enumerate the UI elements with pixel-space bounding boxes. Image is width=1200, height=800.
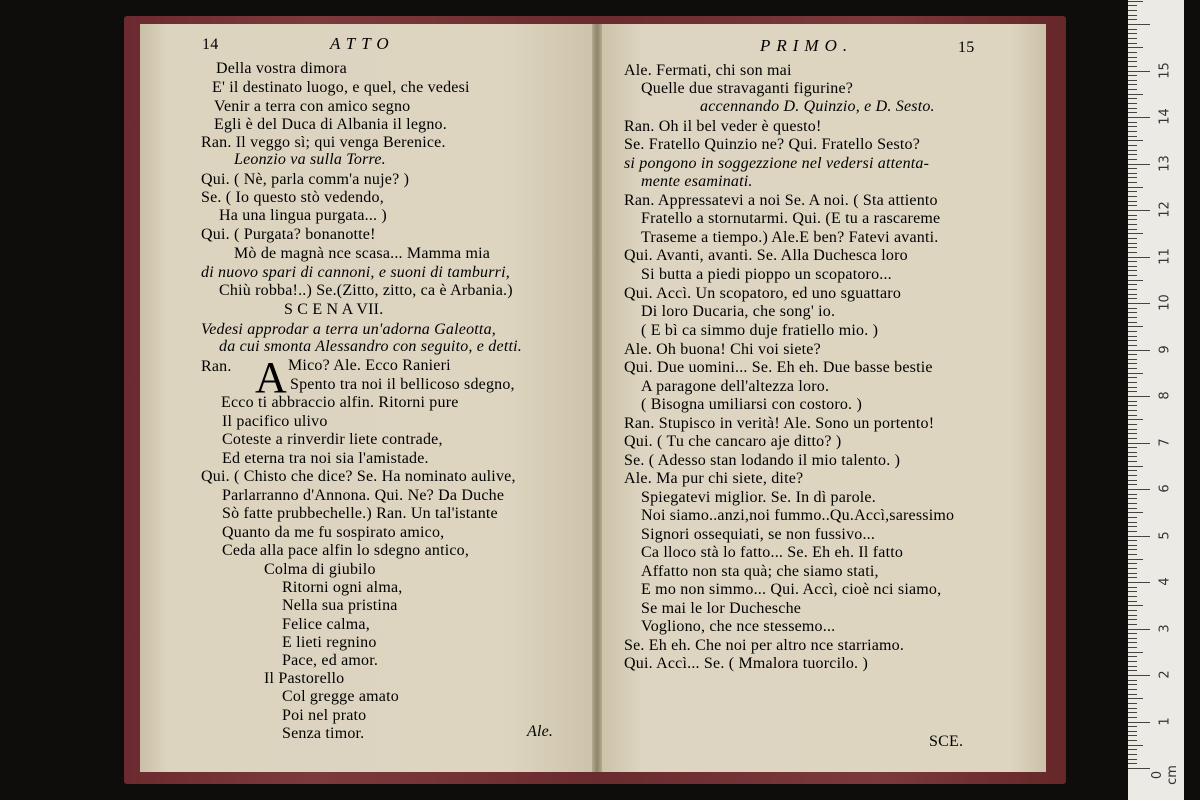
ruler-tick	[1128, 726, 1137, 727]
right-page-text-line: si pongono in soggezzione nel vedersi attenta-	[624, 155, 930, 172]
ruler-label: 13	[1157, 154, 1173, 172]
left-page-text-line: Pace, ed amor.	[282, 652, 379, 669]
right-page-text-line: Se. Fratello Quinzio ne? Qui. Fratello Sesto?	[624, 136, 921, 153]
ruler-tick	[1128, 768, 1150, 769]
ruler-tick	[1128, 652, 1143, 653]
ruler-tick	[1128, 150, 1137, 151]
right-page-text-line: Si butta a piedi pioppo un scopatoro...	[641, 266, 892, 283]
right-page-text-line: Spiegatevi miglior. Se. In dì parole.	[641, 489, 876, 506]
ruler-tick	[1128, 656, 1137, 657]
ruler-tick	[1128, 396, 1150, 397]
left-page-text-line: Felice calma,	[282, 616, 370, 633]
ruler-tick	[1128, 94, 1143, 95]
right-page-text-line: SCE.	[929, 733, 964, 750]
ruler-tick	[1128, 1, 1143, 2]
ruler-tick	[1128, 117, 1150, 118]
ruler-tick	[1128, 270, 1137, 271]
ruler-tick	[1128, 642, 1137, 643]
left-page-text-line: Poi nel prato	[282, 707, 367, 724]
ruler-tick	[1128, 619, 1137, 620]
ruler-tick	[1128, 126, 1137, 127]
ruler-tick	[1128, 201, 1137, 202]
right-page-text-line: Affatto non sta quà; che siamo stati,	[641, 563, 879, 580]
ruler-label: 14	[1157, 108, 1173, 125]
ruler-tick	[1128, 503, 1137, 504]
ruler-tick	[1128, 717, 1137, 718]
ruler-tick	[1128, 247, 1137, 248]
ruler-label: 5	[1157, 530, 1173, 540]
left-page-text-line: Venir a terra con amico segno	[214, 98, 411, 115]
ruler-tick	[1128, 289, 1137, 290]
ruler-tick	[1128, 354, 1137, 355]
ruler-tick	[1128, 438, 1137, 439]
ruler-tick	[1128, 759, 1137, 760]
ruler-tick	[1128, 257, 1150, 258]
ruler-tick	[1128, 526, 1137, 527]
left-page-text-line: di nuovo spari di cannoni, e suoni di tamburri,	[201, 264, 510, 281]
ruler-tick	[1128, 531, 1137, 532]
ruler-tick	[1128, 587, 1137, 588]
right-page-text-line: Qui. Due uomini... Se. Eh eh. Due basse bestie	[624, 359, 933, 376]
ruler-tick	[1128, 512, 1143, 513]
ruler-tick	[1128, 164, 1150, 165]
left-page-text-line: Quanto da me fu sospirato amico,	[222, 524, 445, 541]
ruler-label: 8	[1157, 391, 1173, 400]
ruler-tick	[1128, 536, 1150, 537]
ruler-tick	[1128, 131, 1137, 132]
ruler-tick	[1128, 633, 1137, 634]
ruler-tick	[1128, 461, 1137, 462]
ruler-tick	[1128, 215, 1137, 216]
ruler-tick	[1128, 187, 1143, 188]
right-page-text-line: ( E bì ca simmo duje fratiello mio. )	[641, 322, 879, 339]
left-page-text-line: Leonzio va sulla Torre.	[234, 151, 386, 168]
right-page-text-line: Se. ( Adesso stan lodando il mio talento. )	[624, 452, 901, 469]
right-page-text-line: Qui. Accì... Se. ( Mmalora tuorcilo. )	[624, 655, 868, 672]
ruler-tick	[1128, 205, 1137, 206]
right-page-text-line: accennando D. Quinzio, e D. Sesto.	[700, 98, 935, 115]
ruler-tick	[1128, 66, 1137, 67]
ruler-tick	[1128, 415, 1137, 416]
right-page-text-line: Qui. Avanti, avanti. Se. Alla Duchesca loro	[624, 247, 908, 264]
ruler-tick	[1128, 140, 1143, 141]
ruler-tick	[1128, 331, 1137, 332]
ruler-tick	[1128, 629, 1150, 630]
ruler-tick	[1128, 317, 1137, 318]
ruler-label: 0 cm	[1150, 765, 1180, 785]
ruler-tick	[1128, 494, 1137, 495]
ruler-tick	[1128, 159, 1137, 160]
ruler-tick	[1128, 373, 1143, 374]
left-page-text-line: Ran.	[201, 358, 232, 375]
right-page-text-line: Ca lloco stà lo fatto... Se. Eh eh. Il fatto	[641, 544, 904, 561]
left-page-text-line: Il pacifico ulivo	[222, 413, 328, 430]
right-page-number: 15	[958, 39, 975, 56]
ruler-tick	[1128, 684, 1137, 685]
ruler-label: 7	[1157, 437, 1173, 447]
ruler-tick	[1128, 145, 1137, 146]
ruler-tick	[1128, 280, 1143, 281]
ruler-tick	[1128, 661, 1137, 662]
left-page-text-line: Mò de magnà nce scasa... Mamma mia	[234, 245, 491, 262]
ruler-tick	[1128, 61, 1137, 62]
ruler-label: 4	[1157, 577, 1173, 586]
right-page-text-line: Qui. ( Tu che cancaro aje ditto? )	[624, 433, 842, 450]
ruler-tick	[1128, 326, 1143, 327]
ruler-tick	[1128, 322, 1137, 323]
ruler-tick	[1128, 224, 1137, 225]
ruler-tick	[1128, 489, 1150, 490]
ruler-label: 1	[1157, 716, 1173, 726]
ruler-tick	[1128, 540, 1137, 541]
ruler-tick	[1128, 424, 1137, 425]
left-page-text-line: da cui smonta Alessandro con seguito, e detti.	[219, 338, 522, 355]
left-page-text-line: Coteste a rinverdir liete contrade,	[222, 431, 443, 448]
ruler-label: 15	[1157, 61, 1173, 79]
ruler-tick	[1128, 71, 1150, 72]
right-page-text-line: Ale. Fermati, chi son mai	[624, 62, 792, 79]
ruler-tick	[1128, 182, 1137, 183]
ruler-tick	[1128, 722, 1150, 723]
ruler-tick	[1128, 401, 1137, 402]
ruler-tick	[1128, 154, 1137, 155]
ruler-tick	[1128, 47, 1143, 48]
right-page-text-line: Qui. Accì. Un scopatoro, ed uno sguattaro	[624, 285, 902, 302]
ruler-tick	[1128, 191, 1137, 192]
ruler-tick	[1128, 573, 1137, 574]
left-page-text-line: Della vostra dimora	[216, 60, 347, 77]
left-page-text-line: Qui. ( Nè, parla comm'a nuje? )	[201, 171, 410, 188]
ruler-tick	[1128, 549, 1137, 550]
right-page-text-line: E mo non simmo... Qui. Accì, cioè nci siamo,	[641, 581, 942, 598]
ruler-tick	[1128, 577, 1137, 578]
ruler-tick	[1128, 545, 1137, 546]
left-page-text-line: E lieti regnino	[282, 634, 377, 651]
ruler-tick	[1128, 517, 1137, 518]
ruler-tick	[1128, 405, 1137, 406]
left-page-text-line: Sò fatte prubbechelle.) Ran. Un tal'istante	[222, 505, 498, 522]
ruler-tick	[1128, 243, 1137, 244]
right-page-text-line: Se mai le lor Duchesche	[641, 600, 802, 617]
ruler-tick	[1128, 24, 1150, 25]
ruler-label: 6	[1157, 484, 1173, 493]
ruler-tick	[1128, 666, 1137, 667]
ruler-label: 12	[1157, 201, 1173, 218]
right-page-text-line: Ale. Oh buona! Chi voi siete?	[624, 341, 821, 358]
ruler-tick	[1128, 447, 1137, 448]
left-page-text-line: Nella sua pristina	[282, 597, 398, 614]
ruler-tick	[1128, 475, 1137, 476]
ruler-tick	[1128, 350, 1150, 351]
ruler-tick	[1128, 754, 1137, 755]
book-gutter	[592, 24, 602, 772]
ruler-tick	[1128, 735, 1137, 736]
ruler-tick	[1128, 624, 1137, 625]
left-page-text-line: Ran. Il veggo sì; qui venga Berenice.	[201, 134, 446, 151]
ruler-tick	[1128, 554, 1137, 555]
right-page-text-line: Signori ossequiati, se non fussivo...	[641, 526, 876, 543]
ruler-tick	[1128, 368, 1137, 369]
ruler-tick	[1128, 745, 1143, 746]
left-page-text-line: Col gregge amato	[282, 688, 399, 705]
ruler-tick	[1128, 363, 1137, 364]
ruler-tick	[1128, 382, 1137, 383]
left-page-text-line: Ed eterna tra noi sia l'amistade.	[222, 450, 429, 467]
ruler-tick	[1128, 80, 1137, 81]
ruler-tick	[1128, 675, 1150, 676]
ruler-tick	[1128, 522, 1137, 523]
ruler-tick	[1128, 638, 1137, 639]
ruler-label: 2	[1157, 670, 1173, 679]
ruler-tick	[1128, 210, 1150, 211]
ruler-tick	[1128, 168, 1137, 169]
left-page-text-line: Vedesi approdar a terra un'adorna Galeotta,	[201, 321, 496, 338]
ruler-tick	[1128, 452, 1137, 453]
left-page-text-line: Ale.	[527, 723, 554, 740]
ruler-tick	[1128, 410, 1137, 411]
ruler-label: 11	[1157, 247, 1173, 265]
ruler-tick	[1128, 284, 1137, 285]
right-page-text-line: Fratello a stornutarmi. Qui. (E tu a rascareme	[641, 210, 941, 227]
ruler-tick	[1128, 294, 1137, 295]
left-page-text-line: Il Pastorello	[264, 670, 345, 687]
ruler-tick	[1128, 19, 1137, 20]
ruler-tick	[1128, 122, 1137, 123]
ruler-label: 3	[1157, 623, 1173, 633]
right-page-text-line: Ran. Stupisco in verità! Ale. Sono un portento!	[624, 415, 935, 432]
right-page-text-line: A paragone dell'altezza loro.	[641, 378, 830, 395]
ruler-tick	[1128, 568, 1137, 569]
drop-cap: A	[255, 353, 287, 402]
left-page-text-line: Spento tra noi il bellicoso sdegno,	[290, 376, 515, 393]
ruler-tick	[1128, 84, 1137, 85]
left-page-text-line: Ecco ti abbraccio alfin. Ritorni pure	[221, 394, 459, 411]
ruler-tick	[1128, 731, 1137, 732]
ruler-tick	[1128, 33, 1137, 34]
right-page-text-line: Ale. Ma pur chi siete, dite?	[624, 470, 804, 487]
ruler-tick	[1128, 308, 1137, 309]
ruler-tick	[1128, 10, 1137, 11]
ruler-label: 9	[1157, 344, 1173, 354]
right-page-text-line: ( Bisogna umiliarsi con costoro. )	[641, 396, 862, 413]
right-page-text-line: Ran. Oh il bel veder è questo!	[624, 118, 822, 135]
ruler-tick	[1128, 233, 1143, 234]
left-page-text-line: Egli è del Duca di Albania il legno.	[214, 116, 447, 133]
right-page-text-line: Quelle due stravaganti figurine?	[641, 80, 854, 97]
ruler-tick	[1128, 698, 1143, 699]
right-page-text-line: mente esaminati.	[641, 173, 753, 190]
left-page-text-line: Ritorni ogni alma,	[282, 579, 403, 596]
right-page-text-line: Noi siamo..anzi,noi fummo..Qu.Accì,saressimo	[641, 507, 955, 524]
ruler-tick	[1128, 340, 1137, 341]
ruler-tick	[1128, 582, 1150, 583]
ruler-tick	[1128, 345, 1137, 346]
ruler-tick	[1128, 275, 1137, 276]
ruler-tick	[1128, 559, 1143, 560]
ruler-tick	[1128, 336, 1137, 337]
ruler-tick	[1128, 433, 1137, 434]
left-page-text-line: Ceda alla pace alfin lo sdegno antico,	[222, 542, 470, 559]
ruler-tick	[1128, 391, 1137, 392]
left-page-text-line: Ha una lingua purgata... )	[219, 207, 387, 224]
ruler-tick	[1128, 196, 1137, 197]
ruler-tick	[1128, 15, 1137, 16]
ruler-tick	[1128, 703, 1137, 704]
left-page-text-line: Mico? Ale. Ecco Ranieri	[288, 357, 451, 374]
ruler-tick	[1128, 508, 1137, 509]
left-page-text-line: Colma di giubilo	[264, 561, 376, 578]
ruler-tick	[1128, 98, 1137, 99]
ruler-tick	[1128, 108, 1137, 109]
right-page-text-line: Se. Eh eh. Che noi per altro nce starriamo.	[624, 637, 905, 654]
ruler-tick	[1128, 749, 1137, 750]
ruler-tick	[1128, 238, 1137, 239]
ruler-tick	[1128, 387, 1137, 388]
ruler-tick	[1128, 52, 1137, 53]
ruler-tick	[1128, 43, 1137, 44]
ruler-tick	[1128, 377, 1137, 378]
ruler-tick	[1128, 563, 1137, 564]
ruler-tick	[1128, 298, 1137, 299]
ruler-tick	[1128, 484, 1137, 485]
right-running-head: PRIMO.	[760, 36, 854, 55]
ruler-tick	[1128, 708, 1137, 709]
left-page-text-line: Qui. ( Chisto che dice? Se. Ha nominato aulive,	[201, 468, 516, 485]
right-page-text-line: Di loro Ducaria, che song' io.	[641, 303, 836, 320]
ruler-tick	[1128, 712, 1137, 713]
ruler-tick	[1128, 29, 1137, 30]
ruler-tick	[1128, 89, 1137, 90]
ruler-tick	[1128, 57, 1137, 58]
ruler-tick	[1128, 312, 1137, 313]
ruler-tick	[1128, 443, 1150, 444]
ruler-tick	[1128, 694, 1137, 695]
ruler-tick	[1128, 591, 1137, 592]
ruler-tick	[1128, 261, 1137, 262]
left-running-head: ATTO	[330, 34, 395, 53]
ruler-tick	[1128, 229, 1137, 230]
ruler-tick	[1128, 112, 1137, 113]
ruler-tick	[1128, 103, 1137, 104]
ruler-tick	[1128, 601, 1137, 602]
left-page-number: 14	[202, 36, 219, 53]
ruler-tick	[1128, 5, 1137, 6]
left-page-text-line: E' il destinato luogo, e quel, che vedesi	[212, 79, 470, 96]
left-page-text-line: S C E N A VII.	[284, 301, 384, 318]
ruler-tick	[1128, 136, 1137, 137]
ruler-tick	[1128, 219, 1137, 220]
left-page-text-line: Se. ( Io questo stò vedendo,	[201, 189, 384, 206]
ruler-tick	[1128, 498, 1137, 499]
ruler-tick	[1128, 470, 1137, 471]
ruler-tick	[1128, 466, 1143, 467]
right-page-text-line: Ran. Appressatevi a noi Se. A noi. ( Sta attiento	[624, 192, 938, 209]
ruler-tick	[1128, 610, 1137, 611]
ruler-tick	[1128, 456, 1137, 457]
ruler-tick	[1128, 615, 1137, 616]
ruler-tick	[1128, 75, 1137, 76]
ruler-tick	[1128, 419, 1143, 420]
left-page-text-line: Parlarranno d'Annona. Qui. Ne? Da Duche	[222, 487, 505, 504]
ruler-tick	[1128, 596, 1137, 597]
ruler-tick	[1128, 740, 1137, 741]
left-page-text-line: Senza timor.	[282, 725, 365, 742]
ruler-tick	[1128, 763, 1137, 764]
ruler-tick	[1128, 177, 1137, 178]
ruler-tick	[1128, 38, 1137, 39]
left-page-text-line: Chiù robba!..) Se.(Zitto, zitto, ca è Arbania.)	[219, 282, 513, 299]
ruler-tick	[1128, 252, 1137, 253]
right-page-text-line: Traseme a tiempo.) Ale.E ben? Fatevi avanti.	[641, 229, 939, 246]
ruler-tick	[1128, 670, 1137, 671]
ruler-tick	[1128, 689, 1137, 690]
right-page-text-line: Vogliono, che nce stessemo...	[641, 618, 836, 635]
ruler-tick	[1128, 480, 1137, 481]
ruler-tick	[1128, 605, 1143, 606]
ruler-tick	[1128, 647, 1137, 648]
ruler-tick	[1128, 303, 1150, 304]
ruler-tick	[1128, 429, 1137, 430]
ruler-tick	[1128, 173, 1137, 174]
ruler-label: 10	[1157, 294, 1173, 311]
ruler-tick	[1128, 680, 1137, 681]
ruler-tick	[1128, 359, 1137, 360]
measuring-ruler	[1128, 0, 1184, 800]
ruler-tick	[1128, 266, 1137, 267]
left-page-text-line: Qui. ( Purgata? bonanotte!	[201, 226, 376, 243]
